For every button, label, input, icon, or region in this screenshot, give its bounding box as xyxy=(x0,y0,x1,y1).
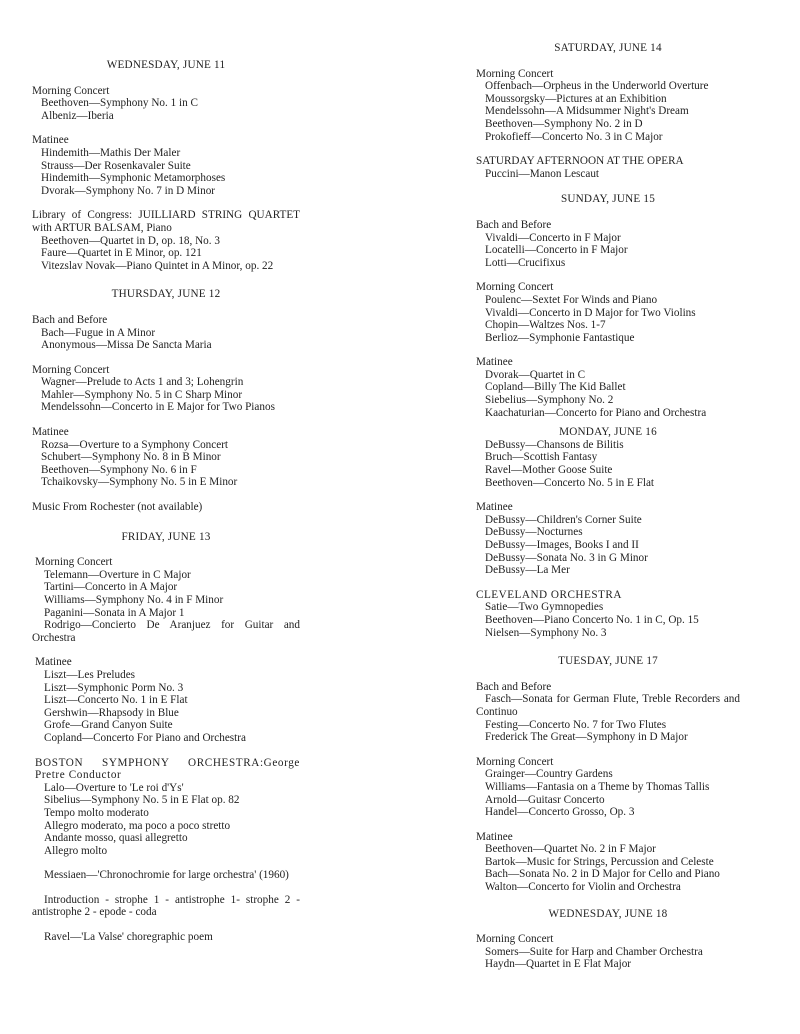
wed18-morning-concert xyxy=(476,933,740,971)
program-item: Schubert—Symphony No. 8 in B Minor xyxy=(41,451,221,464)
program-item: Wagner—Prelude to Acts 1 and 3; Lohengrin xyxy=(41,376,244,389)
section-heading: Morning Concert xyxy=(32,84,110,97)
program-item: Haydn—Quartet in E Flat Major xyxy=(485,958,632,971)
fri13-matinee xyxy=(32,656,300,744)
program-item: Mahler—Symphony No. 5 in C Sharp Minor xyxy=(41,388,243,401)
wed11-morning-concert xyxy=(32,85,300,123)
program-item: Beethoven—Quartet in D, op. 18, No. 3 xyxy=(41,234,220,247)
program-item: Dvorak—Quartet in C xyxy=(485,368,586,381)
program-item: Vivaldi—Concerto in F Major xyxy=(485,231,621,244)
section-heading: Bach and Before xyxy=(476,680,552,693)
program-item: Williams—Symphony No. 4 in F Minor xyxy=(44,594,224,606)
section-heading: Library of Congress: JUILLIARD STRING QUARTET with ARTUR BALSAM, Piano xyxy=(32,209,300,234)
date-heading-wed-june-18: WEDNESDAY, JUNE 18 xyxy=(548,907,668,920)
program-item: Albeniz—Iberia xyxy=(41,109,114,122)
program-item: Beethoven—Symphony No. 1 in C xyxy=(41,97,198,110)
section-heading: Morning Concert xyxy=(476,933,554,946)
section-heading: SATURDAY AFTERNOON AT THE OPERA xyxy=(476,155,684,168)
program-item: Offenbach—Orpheus in the Underworld Overture xyxy=(485,80,709,93)
thu12-rochester xyxy=(32,501,300,514)
program-item: Beethoven—Piano Concerto No. 1 in C, Op. 15 xyxy=(485,613,699,626)
program-item: Locatelli—Concerto in F Major xyxy=(485,244,628,257)
program-item: Kaachaturian—Concerto for Piano and Orchestra xyxy=(485,406,707,419)
program-item: Grainger—Country Gardens xyxy=(485,768,613,781)
program-item: Bartok—Music for Strings, Percussion and Celeste xyxy=(485,855,714,868)
sun15-morning-concert xyxy=(476,281,740,344)
left-column xyxy=(32,0,300,944)
date-heading-sat-june-14: SATURDAY, JUNE 14 xyxy=(554,42,662,54)
program-item: Liszt—Symphonic Porm No. 3 xyxy=(44,681,184,694)
program-item: Messiaen—'Chronochromie for large orchestra' (1960) xyxy=(44,869,289,882)
program-item: Bruch—Scottish Fantasy xyxy=(485,451,598,464)
section-heading: Bach and Before xyxy=(32,313,108,326)
section-heading: Matinee xyxy=(32,134,69,147)
program-item: Copland—Concerto For Piano and Orchestra xyxy=(44,731,246,744)
program-item: Rozsa—Overture to a Symphony Concert xyxy=(41,438,229,451)
program-item: Handel—Concerto Grosso, Op. 3 xyxy=(485,806,635,819)
tue17-matinee xyxy=(476,831,740,894)
program-item: Mendelssohn—A Midsummer Night's Dream xyxy=(485,105,689,118)
sun15-matinee xyxy=(476,356,740,419)
section-heading: Morning Concert xyxy=(35,556,113,569)
tue17-bach-and-before xyxy=(476,681,740,744)
thu12-matinee xyxy=(32,426,300,489)
thu12-bach-and-before xyxy=(32,314,300,352)
mon16-matinee xyxy=(476,501,740,577)
date-heading-sun-june-15: SUNDAY, JUNE 15 xyxy=(560,193,656,206)
program-item: Siebelius—Symphony No. 2 xyxy=(485,394,614,407)
program-item: Strauss—Der Rosenkavaler Suite xyxy=(41,159,191,172)
program-item: Arnold—Guitasr Concerto xyxy=(485,793,605,806)
program-item: Moussorgsky—Pictures at an Exhibition xyxy=(485,92,667,105)
mon16-program xyxy=(476,439,740,489)
program-item: Tchaikovsky—Symphony No. 5 in E Minor xyxy=(41,476,238,489)
thu12-morning-concert xyxy=(32,364,300,414)
program-item: DeBussy—Nocturnes xyxy=(485,526,583,539)
program-item: DeBussy—La Mer xyxy=(485,564,570,577)
program-item: Vitezslav Novak—Piano Quintet in A Minor, op. 22 xyxy=(41,259,274,272)
section-heading: Morning Concert xyxy=(476,67,554,80)
program-item: Lotti—Crucifixus xyxy=(485,256,566,269)
program-item: Paganini—Sonata in A Major 1 xyxy=(44,606,185,619)
program-item: Tempo molto moderato xyxy=(44,806,149,819)
program-item: Bach—Fugue in A Minor xyxy=(41,326,156,339)
section-heading: BOSTON SYMPHONY ORCHESTRA:George Pretre Conductor xyxy=(35,756,300,782)
section-heading: Morning Concert xyxy=(476,281,554,294)
program-item: Williams—Fantasia on a Theme by Thomas Tallis xyxy=(485,780,710,793)
section-heading: Morning Concert xyxy=(476,755,554,768)
program-item: Ravel—Mother Goose Suite xyxy=(485,464,613,477)
program-item: Hindemith—Symphonic Metamorphoses xyxy=(41,172,226,185)
program-item: Bach—Sonata No. 2 in D Major for Cello and Piano xyxy=(485,868,720,881)
program-item: Puccini—Manon Lescaut xyxy=(485,167,600,180)
program-item: Allegro moderato, ma poco a poco stretto xyxy=(44,819,231,832)
program-item: Sibelius—Symphony No. 5 in E Flat op. 82 xyxy=(44,794,240,807)
section-heading: Matinee xyxy=(35,656,72,669)
tue17-morning-concert xyxy=(476,756,740,819)
section-heading: Matinee xyxy=(476,830,513,843)
program-item: Mendelssohn—Concerto in E Major for Two Pianos xyxy=(41,401,275,414)
program-item: Liszt—Concerto No. 1 in E Flat xyxy=(44,694,188,707)
date-heading-tue-june-17: TUESDAY, JUNE 17 xyxy=(558,655,658,668)
program-item: DeBussy—Children's Corner Suite xyxy=(485,513,642,526)
program-item: Hindemith—Mathis Der Maler xyxy=(41,146,181,159)
section-heading: CLEVELAND ORCHESTRA xyxy=(476,588,622,601)
program-item: Nielsen—Symphony No. 3 xyxy=(485,626,607,639)
program-item: Faure—Quartet in E Minor, op. 121 xyxy=(41,247,202,260)
wed11-library-of-congress xyxy=(32,209,300,272)
program-item: Telemann—Overture in C Major xyxy=(44,568,191,581)
program-item: Beethoven—Concerto No. 5 in E Flat xyxy=(485,476,655,489)
program-item: Frederick The Great—Symphony in D Major xyxy=(485,731,688,744)
program-item: Lalo—Overture to 'Le roi d'Ys' xyxy=(44,781,184,794)
program-item: DeBussy—Sonata No. 3 in G Minor xyxy=(485,551,648,564)
program-item: Grofe—Grand Canyon Suite xyxy=(44,719,173,732)
date-heading-fri-june-13: FRIDAY, JUNE 13 xyxy=(121,530,211,543)
fri13-morning-concert xyxy=(32,556,300,644)
program-item: Walton—Concerto for Violin and Orchestra xyxy=(485,881,681,894)
mon16-cleveland-orchestra xyxy=(476,589,740,639)
program-item: Anonymous—Missa De Sancta Maria xyxy=(41,339,212,352)
program-item: Poulenc—Sextet For Winds and Piano xyxy=(485,293,658,306)
program-item: Prokofieff—Concerto No. 3 in C Major xyxy=(485,130,663,143)
program-item: Berlioz—Symphonie Fantastique xyxy=(485,331,635,344)
program-item: Vivaldi—Concerto in D Major for Two Violins xyxy=(485,306,696,319)
program-item: Satie—Two Gymnopedies xyxy=(485,601,604,614)
program-item: Introduction - strophe 1 - antistrophe 1- strophe 2 - antistrophe 2 - epode - coda xyxy=(32,893,300,919)
program-item: DeBussy—Chansons de Bilitis xyxy=(485,438,624,451)
program-item: Gershwin—Rhapsody in Blue xyxy=(44,706,179,719)
program-item: Beethoven—Symphony No. 6 in F xyxy=(41,463,197,476)
sun15-bach-and-before xyxy=(476,219,740,269)
program-item: Beethoven—Symphony No. 2 in D xyxy=(485,117,643,130)
date-heading-mon-june-16: MONDAY, JUNE 16 xyxy=(559,426,657,439)
date-heading-wed-june-11: WEDNESDAY, JUNE 11 xyxy=(106,59,226,71)
fri13-boston-symphony xyxy=(32,757,300,944)
program-item: Copland—Billy The Kid Ballet xyxy=(485,381,626,394)
right-column xyxy=(476,0,740,971)
sat14-morning-concert xyxy=(476,68,740,144)
program-item: Andante mosso, quasi allegretto xyxy=(44,832,188,845)
program-item: Dvorak—Symphony No. 7 in D Minor xyxy=(41,184,216,197)
program-item: Liszt—Les Preludes xyxy=(44,668,136,681)
program-item: Beethoven—Quartet No. 2 in F Major xyxy=(485,843,656,856)
program-item: Tartini—Concerto in A Major xyxy=(44,581,178,594)
section-heading: Matinee xyxy=(32,426,69,439)
program-item: Ravel—'La Valse' choregraphic poem xyxy=(44,931,213,944)
wed11-matinee xyxy=(32,134,300,197)
program-item: Chopin—Waltzes Nos. 1-7 xyxy=(485,319,606,332)
program-item: Rodrigo—Concierto De Aranjuez for Guitar and Orchestra xyxy=(32,619,300,644)
program-item: Somers—Suite for Harp and Chamber Orchestra xyxy=(485,945,703,958)
program-item: Allegro molto xyxy=(44,844,108,857)
program-item: Festing—Concerto No. 7 for Two Flutes xyxy=(485,718,667,731)
section-heading: Bach and Before xyxy=(476,218,552,231)
section-heading: Morning Concert xyxy=(32,363,110,376)
program-item: Fasch—Sonata for German Flute, Treble Recorders and Continuo xyxy=(476,693,740,718)
section-heading: Matinee xyxy=(476,356,513,369)
sat14-opera xyxy=(476,155,740,180)
date-heading-thu-june-12: THURSDAY, JUNE 12 xyxy=(111,288,221,301)
section-heading: Matinee xyxy=(476,501,513,514)
program-item: DeBussy—Images, Books I and II xyxy=(485,539,639,551)
program-note: Music From Rochester (not available) xyxy=(32,501,203,514)
